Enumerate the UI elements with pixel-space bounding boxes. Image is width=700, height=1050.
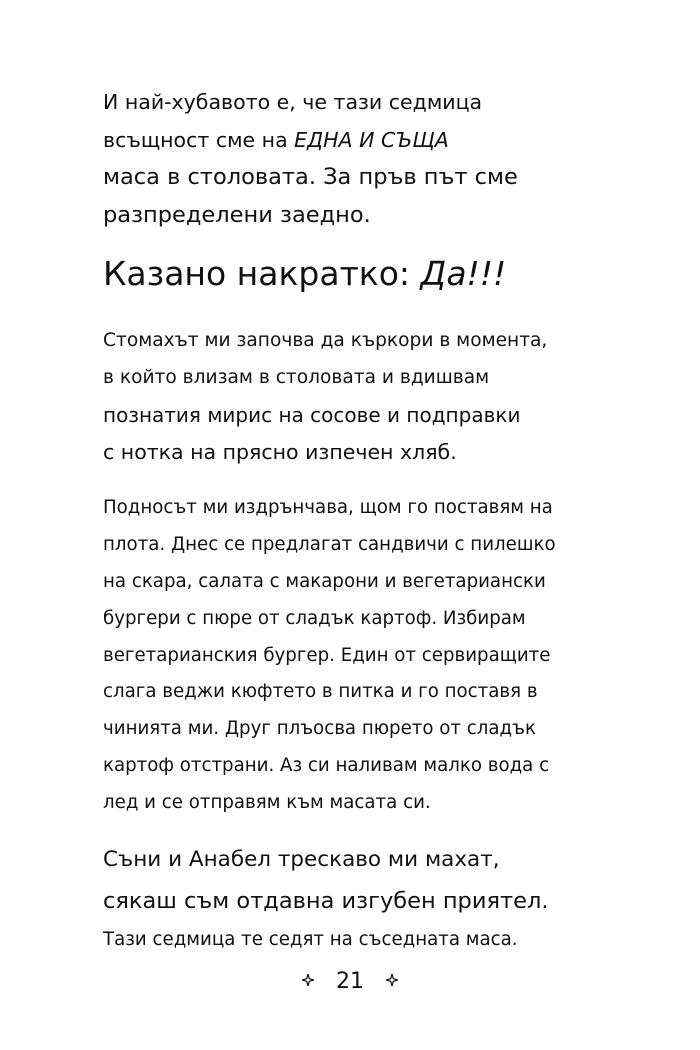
text-line: маса в столовата. За пръв път сме	[103, 164, 518, 190]
text-line: чинията ми. Друг плъосва пюрето от сладък	[103, 718, 536, 740]
text-line: разпределени заедно.	[103, 201, 371, 228]
text-line: с нотка на прясно изпечен хляб.	[103, 439, 457, 464]
text-line: сякаш съм отдавна изгубен приятел.	[103, 888, 549, 914]
text-line: Тази седмица те седят на съседната маса.	[103, 929, 518, 950]
text-line: плота. Днес се предлагат сандвичи с пилешко	[103, 533, 556, 555]
text-line: бургери с пюре от сладък картоф. Избирам	[103, 607, 526, 629]
text-line: вегетарианския бургер. Един от сервиращите	[103, 644, 551, 666]
paragraph-cafeteria	[103, 322, 663, 471]
text-line: познатия мирис на сосове и подправки	[103, 402, 521, 427]
text-line: Подносът ми издрънчава, щом го поставям на	[103, 497, 553, 518]
heading-line	[103, 246, 663, 302]
paragraph-opening	[103, 84, 663, 234]
page-number: 21	[336, 969, 364, 994]
paragraph-tray	[103, 490, 663, 822]
text-line: слага веджи кюфтето в питка и го поставя в	[103, 681, 538, 703]
text-line: лед и се отправям към масата си.	[103, 792, 431, 814]
four-point-star-icon	[302, 974, 314, 986]
text-line: картоф отстрани. Аз си наливам малко вода с	[103, 755, 550, 777]
text-line	[103, 122, 663, 160]
four-point-star-icon	[386, 974, 398, 986]
text-fragment: всъщност сме на	[103, 127, 295, 152]
page-footer	[0, 964, 700, 1000]
text-line: в който влизам в столовата и вдишвам	[103, 367, 490, 389]
heading-emphasis: Да!!!	[420, 254, 507, 293]
text-line: И най-хубавото е, че тази седмица	[103, 90, 483, 114]
text-line: на скара, салата с макарони и вегетариански	[103, 570, 546, 592]
text-line: Стомахът ми започва да къркори в момента,	[103, 330, 548, 351]
emphasis-text: ЕДНА И СЪЩА	[294, 127, 449, 152]
heading-text: Казано накратко:	[103, 254, 421, 293]
paragraph-friends	[103, 840, 663, 958]
text-line: Съни и Анабел трескаво ми махат,	[103, 847, 500, 872]
